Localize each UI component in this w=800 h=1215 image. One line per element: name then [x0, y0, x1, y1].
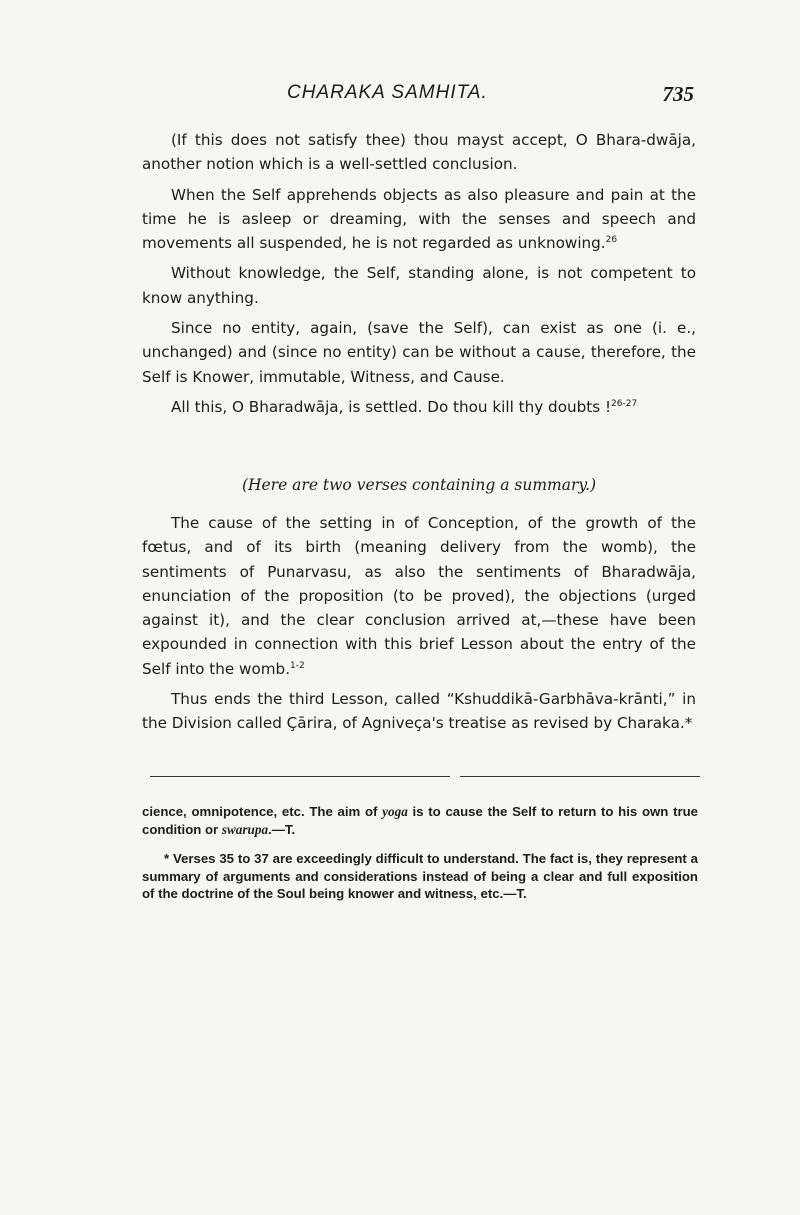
footnote-term: yoga: [382, 804, 408, 819]
paragraph: [142, 395, 696, 419]
running-head: [142, 82, 694, 112]
paragraph-text: Since no entity, again, (save the Self), can exist as one (i. e., unchanged) and (since no entity) can be without a cause, therefore, the Self is Knower, immutable, Witness, and Cause.: [142, 319, 696, 386]
paragraph-text: When the Self apprehends objects as also pleasure and pain at the time he is asleep or dreaming, with the senses and speech and movements all suspended, he is not regarded as unknowing.: [142, 185, 696, 253]
paragraph-text: (If this does not satisfy thee) thou mayst accept, O Bhara-dwāja, another notion which is a well-settled conclusion.: [142, 131, 696, 174]
section-heading: (Here are two verses containing a summary.): [241, 476, 597, 494]
footnote-text: * Verses 35 to 37 are exceedingly difficult to understand. The fact is, they represent a summary of arguments and considerations instead of being a clear and full exposition of the doctrine of the Soul being knower and witness, etc.—T.: [142, 851, 698, 901]
footnote-text: cience, omnipotence, etc. The aim of: [142, 804, 383, 819]
footnotes: [142, 803, 698, 915]
paragraph: [142, 128, 696, 177]
summary-text: [142, 511, 696, 742]
footnote: [142, 850, 698, 903]
paragraph: [142, 687, 696, 736]
main-text: [142, 128, 696, 425]
paragraph: [142, 261, 696, 310]
footnote-separator: [150, 776, 700, 786]
footnote-text: is to cause the Self to return to his own true condition or: [142, 804, 698, 837]
verse-mark: 26: [605, 235, 618, 246]
verse-mark: 1-2: [290, 660, 305, 671]
verse-mark: 26-27: [611, 398, 638, 409]
paragraph: [142, 511, 696, 681]
separator-rule: [460, 776, 700, 777]
paragraph-text: The cause of the setting in of Conception, of the growth of the fœtus, and of its birth (meaning delivery from the womb), the sentiments of Punarvasu, as also the sentiments of Bharadwāja, enunciation of the proposition (to be proved), the objections (urged against it), and the clear conclusion arrived at,—these have been expounded in connection with this brief Lesson about the entry of the Self into the womb.: [142, 514, 696, 678]
paragraph-text: Without knowledge, the Self, standing alone, is not competent to know anything.: [142, 264, 696, 307]
paragraph-text: All this, O Bharadwāja, is settled. Do thou kill thy doubts !: [171, 397, 612, 416]
paragraph: [142, 183, 696, 256]
footnote-term: swarupa: [221, 821, 269, 837]
page-number: 735: [662, 82, 694, 106]
footnote: [142, 803, 698, 838]
paragraph: [142, 316, 696, 389]
footnote-text: .—T.: [268, 821, 296, 837]
paragraph-text: Thus ends the third Lesson, called “Kshuddikā-Garbhāva-krānti,” in the Division called Çārira, of Agniveça's treatise as revised by Charaka.*: [142, 690, 696, 733]
running-title: CHARAKA SAMHITA.: [287, 82, 488, 103]
separator-rule: [150, 776, 450, 777]
